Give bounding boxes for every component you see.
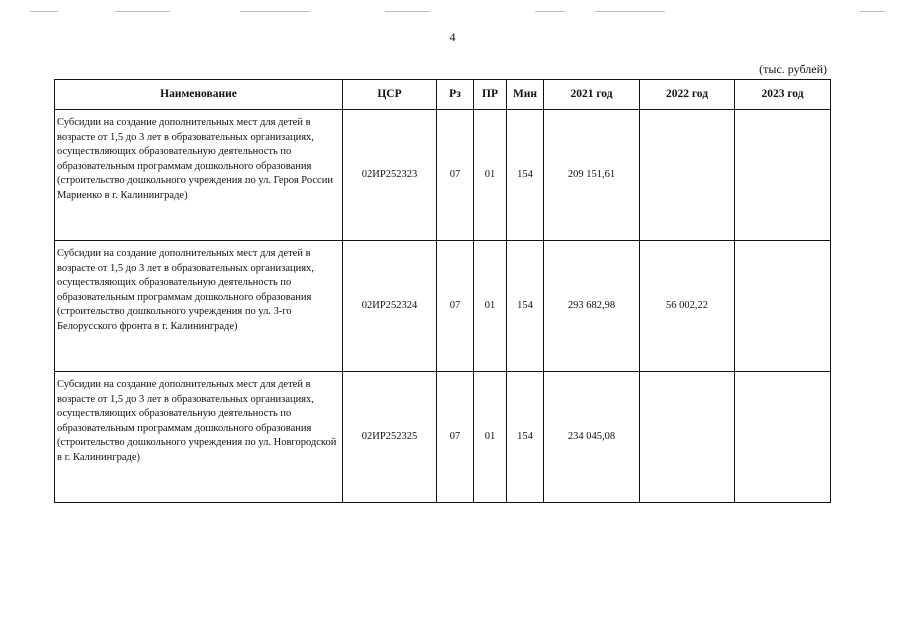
row-pr: 01 xyxy=(474,110,507,241)
row-name: Субсидии на создание дополнительных мест для детей в возрасте от 1,5 до 3 лет в образовательных организациях, осуществляющих образовательную деятельность по образовательным программам дошкольного образования (строительство дошкольного учреждения по ул. 3-го Белорусского фронта в г. Калининграде) xyxy=(55,241,343,372)
row-rz: 07 xyxy=(437,110,474,241)
row-csr: 02ИР252325 xyxy=(343,372,437,503)
row-2021: 234 045,08 xyxy=(544,372,640,503)
header-2021: 2021 год xyxy=(544,80,640,110)
row-2021: 209 151,61 xyxy=(544,110,640,241)
row-name: Субсидии на создание дополнительных мест для детей в возрасте от 1,5 до 3 лет в образовательных организациях, осуществляющих образовательную деятельность по образовательным программам дошкольного образования (строительство дошкольного учреждения по ул. Новгородской в г. Калининграде) xyxy=(55,372,343,503)
header-pr: ПР xyxy=(474,80,507,110)
row-min: 154 xyxy=(507,241,544,372)
row-min: 154 xyxy=(507,110,544,241)
header-2023: 2023 год xyxy=(735,80,831,110)
row-2021: 293 682,98 xyxy=(544,241,640,372)
budget-table xyxy=(54,79,831,503)
row-pr: 01 xyxy=(474,372,507,503)
row-2023 xyxy=(735,241,831,372)
header-rz: Рз xyxy=(437,80,474,110)
row-pr: 01 xyxy=(474,241,507,372)
row-csr: 02ИР252323 xyxy=(343,110,437,241)
row-min: 154 xyxy=(507,372,544,503)
page-number: 4 xyxy=(449,30,456,44)
row-rz: 07 xyxy=(437,241,474,372)
table-row xyxy=(55,110,831,241)
row-2022: 56 002,22 xyxy=(640,241,735,372)
scan-artifacts xyxy=(30,8,890,14)
header-name: Наименование xyxy=(55,80,343,110)
header-csr: ЦСР xyxy=(343,80,437,110)
row-2022 xyxy=(640,110,735,241)
units-label: (тыс. рублей) xyxy=(759,62,827,76)
row-2022 xyxy=(640,372,735,503)
row-csr: 02ИР252324 xyxy=(343,241,437,372)
header-min: Мин xyxy=(507,80,544,110)
row-2023 xyxy=(735,372,831,503)
header-row xyxy=(55,80,831,110)
row-name: Субсидии на создание дополнительных мест для детей в возрасте от 1,5 до 3 лет в образовательных организациях, осуществляющих образовательную деятельность по образовательным программам дошкольного образования (строительство дошкольного учреждения по ул. Героя России Мариенко в г. Калининграде) xyxy=(55,110,343,241)
table-row xyxy=(55,372,831,503)
table-row xyxy=(55,241,831,372)
row-2023 xyxy=(735,110,831,241)
row-rz: 07 xyxy=(437,372,474,503)
header-2022: 2022 год xyxy=(640,80,735,110)
